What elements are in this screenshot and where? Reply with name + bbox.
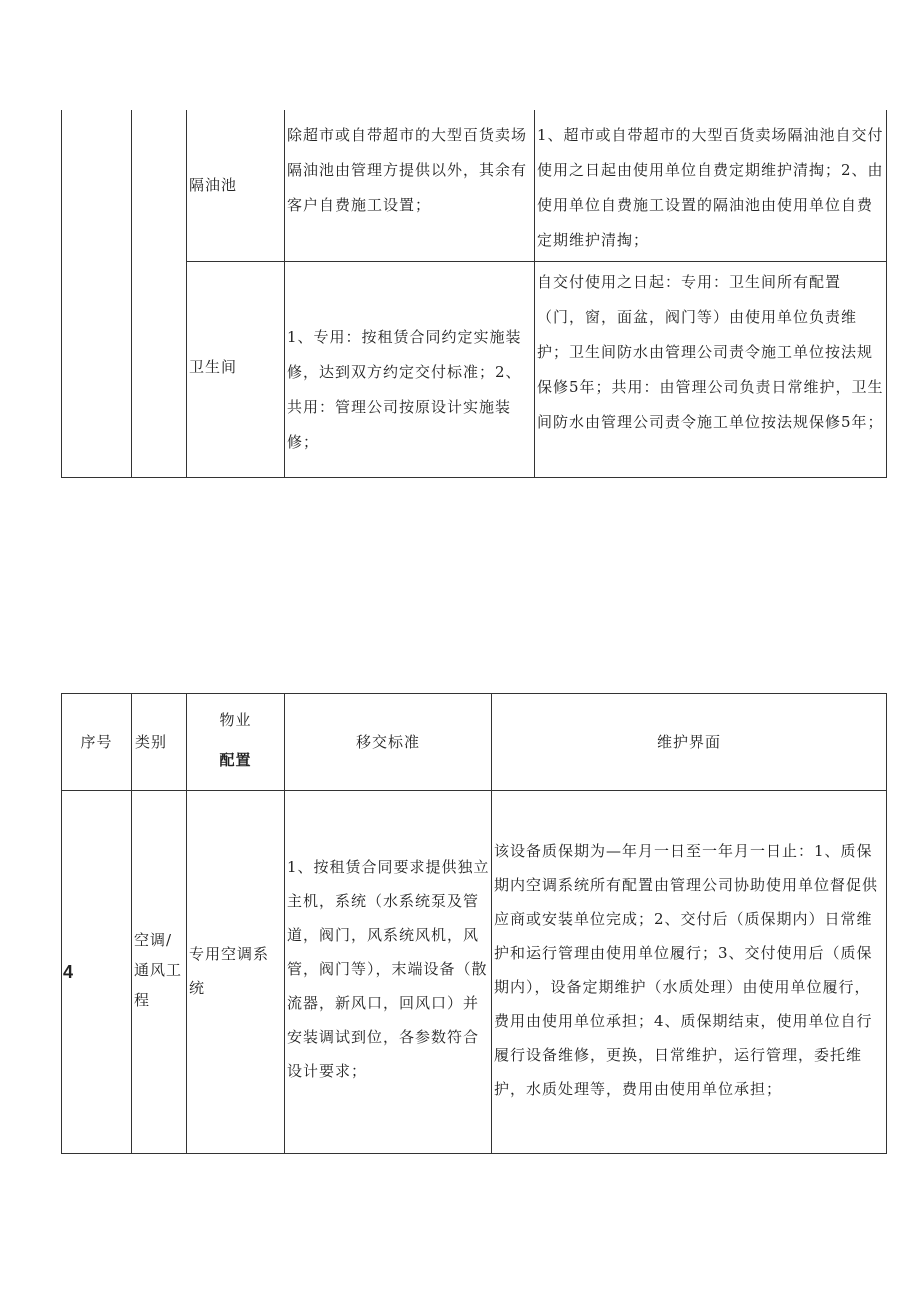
handover-cell: 1、按租赁合同要求提供独立主机，系统（水系统泵及管道，阀门，风系统风机，风管，阀门等），末端设备（散流器，新风口，回风口）并安装调试到位，各参数符合设计要求； — [287, 858, 490, 1080]
border-line — [186, 110, 187, 478]
property-cell: 专用空调系统 — [189, 945, 270, 997]
border-line — [131, 693, 132, 1154]
row-divider — [186, 261, 887, 262]
header-category: 类别 — [135, 733, 168, 751]
header-handover: 移交标准 — [355, 733, 420, 751]
header-maintenance: 维护界面 — [656, 733, 721, 751]
border-line — [886, 693, 887, 1154]
header-divider — [61, 790, 887, 791]
category-cell: 空调/通风工程 — [134, 931, 183, 1009]
border-line — [284, 110, 285, 478]
table-bottom-border — [61, 1153, 887, 1154]
header-property-line1: 物业 — [219, 711, 252, 729]
handover-cell: 1、专用：按租赁合同约定实施装修，达到双方约定交付标准；2、共用：管理公司按原设计实施装修； — [287, 328, 522, 451]
border-line — [491, 693, 492, 1154]
property-cell: 隔油池 — [189, 176, 238, 194]
handover-cell: 除超市或自带超市的大型百货卖场隔油池由管理方提供以外，其余有客户自费施工设置； — [287, 126, 528, 214]
header-seq: 序号 — [80, 733, 113, 751]
border-line — [61, 693, 62, 1154]
border-line — [534, 110, 535, 478]
border-line — [284, 693, 285, 1154]
table-bottom-border — [61, 477, 887, 478]
table-top-border — [61, 693, 887, 694]
border-line — [886, 110, 887, 478]
maintenance-cell: 自交付使用之日起：专用：卫生间所有配置（门，窗，面盆，阀门等）由使用单位负责维护；卫生间防水由管理公司责令施工单位按法规保修5年；共用：由管理公司负责日常维护，卫生间防水由管理公司责令施工单位按法规保修5年； — [537, 273, 884, 431]
border-line — [131, 110, 132, 478]
border-line — [61, 110, 62, 478]
maintenance-cell: 该设备质保期为—年月一日至一年月一日止：1、质保期内空调系统所有配置由管理公司协助使用单位督促供应商或安装单位完成；2、交付后（质保期内）日常维护和运行管理由使用单位履行；3、交付使用后（质保期内），设备定期维护（水质处理）由使用单位履行，费用由使用单位承担；4、质保期结束，使用单位自行履行设备维修，更换，日常维护，运行管理，委托维护，水质处理等，费用由使用单位承担； — [494, 842, 879, 1098]
header-property-line2: 配置 — [219, 751, 252, 769]
row-seq-number: 4 — [63, 962, 75, 982]
property-cell: 卫生间 — [189, 358, 238, 376]
maintenance-cell: 1、超市或自带超市的大型百货卖场隔油池自交付使用之日起由使用单位自费定期维护清掏；2、由使用单位自费施工设置的隔油池由使用单位自费定期维护清掏； — [537, 126, 884, 249]
